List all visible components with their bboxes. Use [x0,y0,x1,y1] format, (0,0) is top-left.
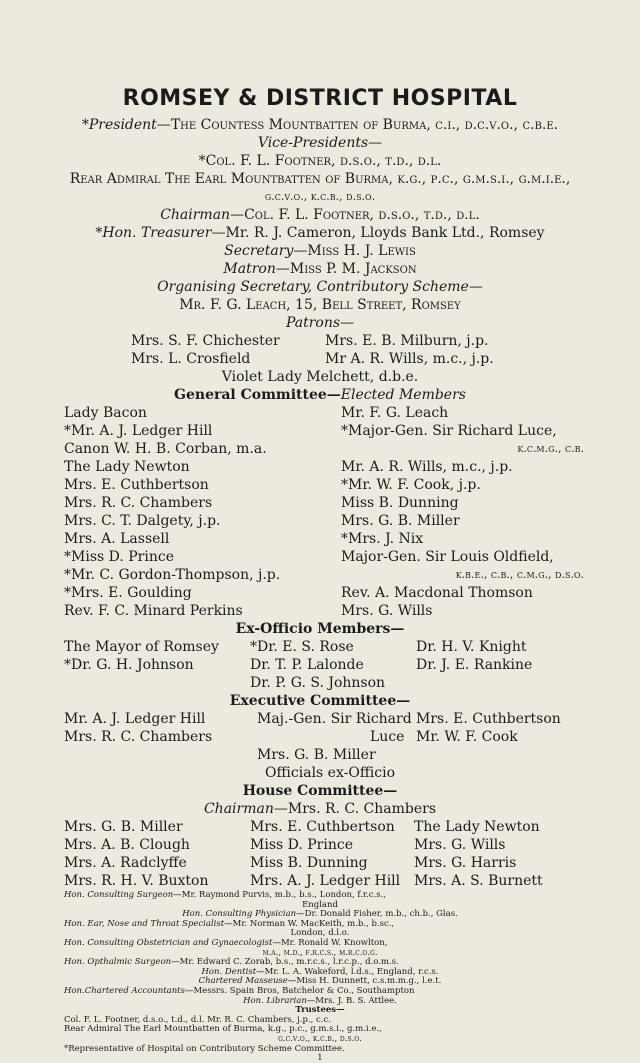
house-member: Mrs. R. H. V. Buxton [64,873,209,889]
librarian-label: Hon. Librarian— [243,996,316,1006]
page-number [0,1054,640,1063]
secretary-label: Secretary— [224,243,308,259]
ex-officio-member: The Mayor of Romsey [64,639,219,655]
executive-member: Mr. A. J. Ledger Hill [64,711,206,727]
accountants-label: Hon.Chartered Accountants— [64,986,194,996]
house-member: Mrs. A. S. Burnett [414,873,543,889]
treasurer-label: *Hon. Treasurer— [95,225,226,241]
ex-officio-member: Dr. H. V. Knight [416,639,527,655]
physician-line [0,910,640,919]
committee-member: Mrs. C. T. Dalgety, j.p. [64,513,221,529]
committee-member: Mrs. G. B. Miller [341,513,460,529]
trustees-label: Trustees— [295,1005,345,1015]
committee-member: *Mr. C. Gordon-Thompson, j.p. [64,567,281,583]
executive-member: Mrs. E. Cuthbertson [416,711,561,727]
ent-label: Hon. Ear, Nose and Throat Specialist— [64,919,233,929]
ent-text-cont [0,929,640,938]
surgeon-line [64,891,386,900]
committee-member: Rev. A. Macdonal Thomson [341,585,533,601]
house-heading: House Committee— [242,783,398,799]
patron: Mrs. S. F. Chichester [131,333,280,349]
page-title: ROMSEY & DISTRICT HOSPITAL [122,86,518,111]
ent-text-cont-span: London, d.l.o. [290,928,350,938]
committee-member: Lady Bacon [64,405,147,421]
house-member: Miss B. Dunning [250,855,368,871]
committee-member: *Mr. A. J. Ledger Hill [64,423,213,439]
trustee-2-cont-text: g.c.v.o., k.c.b., d.s.o. [278,1034,362,1044]
executive-member: Mrs. R. C. Chambers [64,729,213,745]
ent-text: Mr. Norman W. MacKeith, m.b., b.sc., [232,919,395,929]
house-member: The Lady Newton [414,819,540,835]
house-member: Mrs. A. Radclyffe [64,855,187,871]
matron-line [0,261,640,277]
accountants-line [64,987,415,996]
patrons-label: Patrons— [285,315,355,331]
committee-member: Mrs. R. C. Chambers [64,495,213,511]
secretary-line [0,243,640,259]
ex-officio-member: *Dr. G. H. Johnson [64,657,194,673]
surgeon-text-cont-span: England [302,900,338,910]
committee-member: Canon W. H. B. Corban, m.a. [64,441,267,457]
obstetrician-text: Mr. Ronald W. Knowlton, [280,938,388,948]
trustee-2-text: Rear Admiral The Earl Mountbatten of Burma, k.g., p.c., g.m.s.i., g.m.i.e., [64,1024,382,1034]
matron-label: Matron— [223,261,290,277]
executive-note: Officials ex-Officio [265,765,395,781]
vice-presidents-label: Vice-Presidents— [257,135,383,151]
ex-officio-member: *Dr. E. S. Rose [250,639,354,655]
trustee-2 [64,1025,382,1034]
opthalmic-line [64,958,399,967]
committee-member: Mr. F. G. Leach [341,405,449,421]
committee-member: Miss B. Dunning [341,495,459,511]
executive-member: Mrs. G. B. Miller [257,747,376,763]
trustee-left: Col. F. L. Footner, d.s.o., t.d., d.l. [64,1015,205,1025]
opthalmic-label: Hon. Opthalmic Surgeon— [64,957,180,967]
executive-member: Mr. W. F. Cook [416,729,518,745]
house-chairman-text: Mrs. R. C. Chambers [287,801,437,817]
executive-member: Maj.-Gen. Sir Richard [257,711,412,727]
ex-officio-heading: Ex-Officio Members— [235,621,405,637]
secretary-text: Miss H. J. Lewis [307,243,416,259]
page-number-text: 1 [317,1053,323,1063]
librarian-text: Mrs. J. B. S. Attlee. [315,996,397,1006]
committee-member: The Lady Newton [64,459,190,475]
house-member: Mrs. G. B. Miller [64,819,183,835]
surgeon-label: Hon. Consulting Surgeon— [64,890,182,900]
committee-member: *Miss D. Prince [64,549,174,565]
obstetrician-text-cont-span: m.a., m.d., f.r.c.s., m.r.c.o.g. [262,948,378,958]
committee-member-cont: k.c.m.g., c.b. [517,442,584,455]
physician-text: Dr. Donald Fisher, m.b., ch.b., Glas. [304,909,458,919]
accountants-text: Messrs. Spain Bros, Batchelor & Co., Southampton [193,986,415,996]
masseuse-text: Miss H. Dunnett, c.s.m.m.g., l.e.t. [296,976,442,986]
vice-president-2: Rear Admiral The Earl Mountbatten of Burma, k.g., p.c., g.m.s.i., g.m.i.e., [69,171,571,187]
house-member: Mrs. G. Harris [414,855,517,871]
general-committee-heading [0,387,640,403]
house-chairman-label: Chairman— [203,801,288,817]
dentist-text: Mr. L. A. Wakeford, l.d.s., England, r.c.s. [264,967,439,977]
committee-member-cont: k.b.e., c.b., c.m.g., d.s.o. [455,568,584,581]
house-member: Miss D. Prince [250,837,353,853]
house-member: Mrs. A. B. Clough [64,837,190,853]
patron: Violet Lady Melchett, d.b.e. [221,369,419,385]
committee-member: Rev. F. C. Minard Perkins [64,603,243,619]
organising-text: Mr. F. G. Leach, 15, Bell Street, Romsey [179,297,461,313]
trustees-heading [0,1006,640,1015]
obstetrician-label: Hon. Consulting Obstetrician and Gynaecologist— [64,938,281,948]
surgeon-text: Mr. Raymond Purvis, m.b., b.s., London, f.r.c.s., [181,890,386,900]
chairman-line [0,207,640,223]
footnote [64,1045,345,1054]
vice-president-2-cont: g.c.v.o., k.c.b., d.s.o. [264,190,376,203]
vice-president-1: *Col. F. L. Footner, d.s.o., t.d., d.l. [198,153,442,169]
general-committee-label: General Committee— [174,387,341,403]
committee-member: Mrs. A. Lassell [64,531,170,547]
committee-member: *Major-Gen. Sir Richard Luce, [341,423,557,439]
committee-member: Mrs. E. Cuthbertson [64,477,209,493]
patron: Mr A. R. Wills, m.c., j.p. [325,351,494,367]
patron: Mrs. L. Crosfield [131,351,251,367]
treasurer-line [0,225,640,241]
president-line [0,117,640,133]
chairman-label: Chairman— [160,207,245,223]
house-chairman-line [0,801,640,817]
physician-label: Hon. Consulting Physician— [182,909,305,919]
house-member: Mrs. G. Wills [414,837,506,853]
footnote-text: *Representative of Hospital on Contributory Scheme Committee. [64,1044,345,1054]
president-label: *President— [81,117,171,133]
executive-member: Luce [370,729,405,745]
masseuse-line [0,977,640,986]
committee-member: *Mr. W. F. Cook, j.p. [341,477,481,493]
general-committee-sublabel: Elected Members [340,387,466,403]
patron: Mrs. E. B. Milburn, j.p. [325,333,489,349]
dentist-label: Hon. Dentist— [201,967,265,977]
committee-member: Major-Gen. Sir Louis Oldfield, [341,549,554,565]
committee-member: Mr. A. R. Wills, m.c., j.p. [341,459,513,475]
chairman-text: Col. F. L. Footner, d.s.o., t.d., d.l. [244,207,480,223]
committee-member: *Mrs. E. Goulding [64,585,192,601]
ex-officio-member: Dr. T. P. Lalonde [250,657,364,673]
obstetrician-line [64,939,387,948]
matron-text: Miss P. M. Jackson [289,261,417,277]
house-member: Mrs. A. J. Ledger Hill [250,873,401,889]
executive-heading: Executive Committee— [229,693,411,709]
committee-member: Mrs. G. Wills [341,603,433,619]
committee-member: *Mrs. J. Nix [341,531,424,547]
treasurer-text: Mr. R. J. Cameron, Lloyds Bank Ltd., Romsey [225,225,545,241]
masseuse-label: Chartered Masseuse— [198,976,297,986]
trustee-right: Mr. R. C. Chambers, j.p., c.c. [207,1015,331,1025]
house-member: Mrs. E. Cuthbertson [250,819,395,835]
ex-officio-member: Dr. J. E. Rankine [416,657,533,673]
opthalmic-text: Mr. Edward C. Zorab, b.s., m.r.c.s., l.r.c.p., d.o.m.s. [179,957,399,967]
ex-officio-member: Dr. P. G. S. Johnson [250,675,386,691]
president-text: The Countess Mountbatten of Burma, c.i., d.c.v.o., c.b.e. [170,117,559,133]
organising-label: Organising Secretary, Contributory Scheme— [157,279,483,295]
